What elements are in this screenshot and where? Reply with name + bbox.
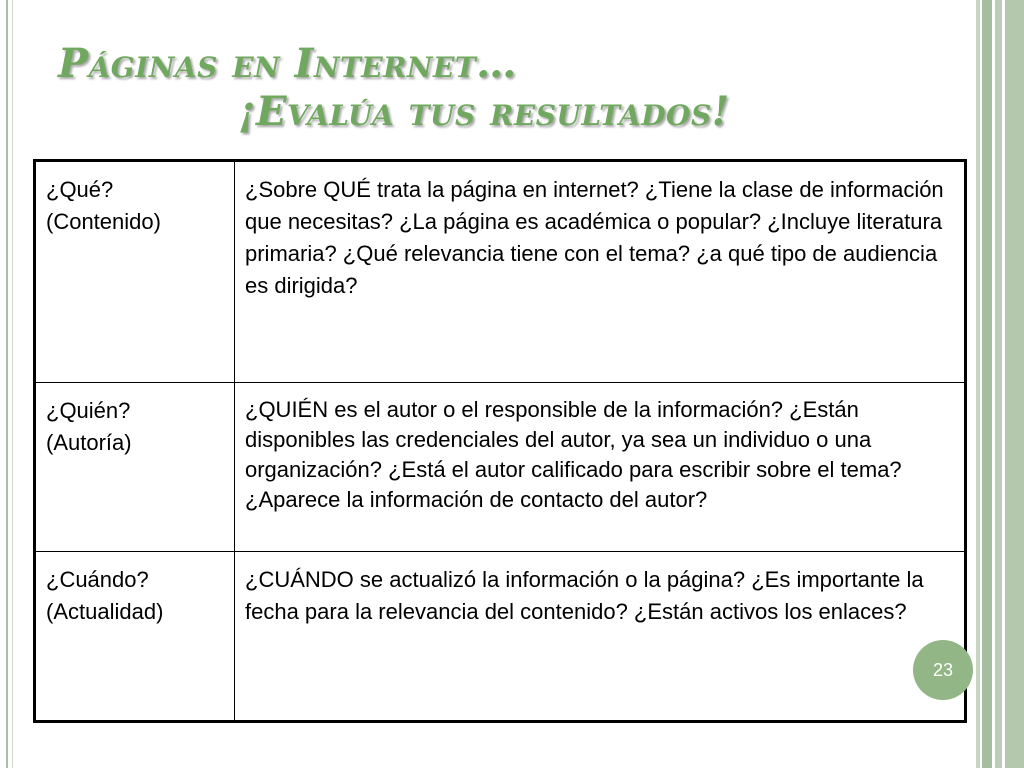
criterion-question: ¿Quién?: [46, 398, 131, 423]
left-border-line-thin: [12, 0, 13, 768]
criterion-aspect: (Actualidad): [46, 599, 164, 624]
slide-title-line-1: Páginas en Internet…: [58, 40, 517, 87]
criterion-description: ¿Sobre QUÉ trata la página en internet? ¿Tiene la clase de información que necesitas? ¿La página es académica o popular? ¿Incluye literatura primaria? ¿Qué relevancia tiene con el tema? ¿a qué tipo de audiencia es dirigida?: [235, 161, 966, 383]
criterion-description: ¿QUIÉN es el autor o el responsible de la información? ¿Están disponibles las credenciales del autor, ya sea un individuo o una organización? ¿Está el autor calificado para escribir sobre el tema? ¿Aparece la información de contacto del autor?: [235, 383, 966, 552]
criterion-label-cell: [35, 552, 235, 722]
page-number-badge: 23: [913, 640, 973, 700]
evaluation-criteria-table: [33, 159, 967, 723]
slide-title: [58, 40, 730, 136]
right-decorative-stripes: [976, 0, 1024, 768]
table-row: [35, 552, 966, 722]
left-border-line: [6, 0, 8, 768]
slide-title-line-2: ¡Evalúa tus resultados!: [238, 88, 730, 135]
table-row: [35, 383, 966, 552]
table-row: [35, 161, 966, 383]
criterion-aspect: (Autoría): [46, 430, 132, 455]
criterion-question: ¿Qué?: [46, 177, 114, 202]
criterion-label-cell: [35, 383, 235, 552]
criterion-aspect: (Contenido): [46, 209, 161, 234]
criterion-label-cell: [35, 161, 235, 383]
criterion-question: ¿Cuándo?: [46, 567, 149, 592]
criterion-description: ¿CUÁNDO se actualizó la información o la página? ¿Es importante la fecha para la relevancia del contenido? ¿Están activos los enlaces?: [235, 552, 966, 722]
